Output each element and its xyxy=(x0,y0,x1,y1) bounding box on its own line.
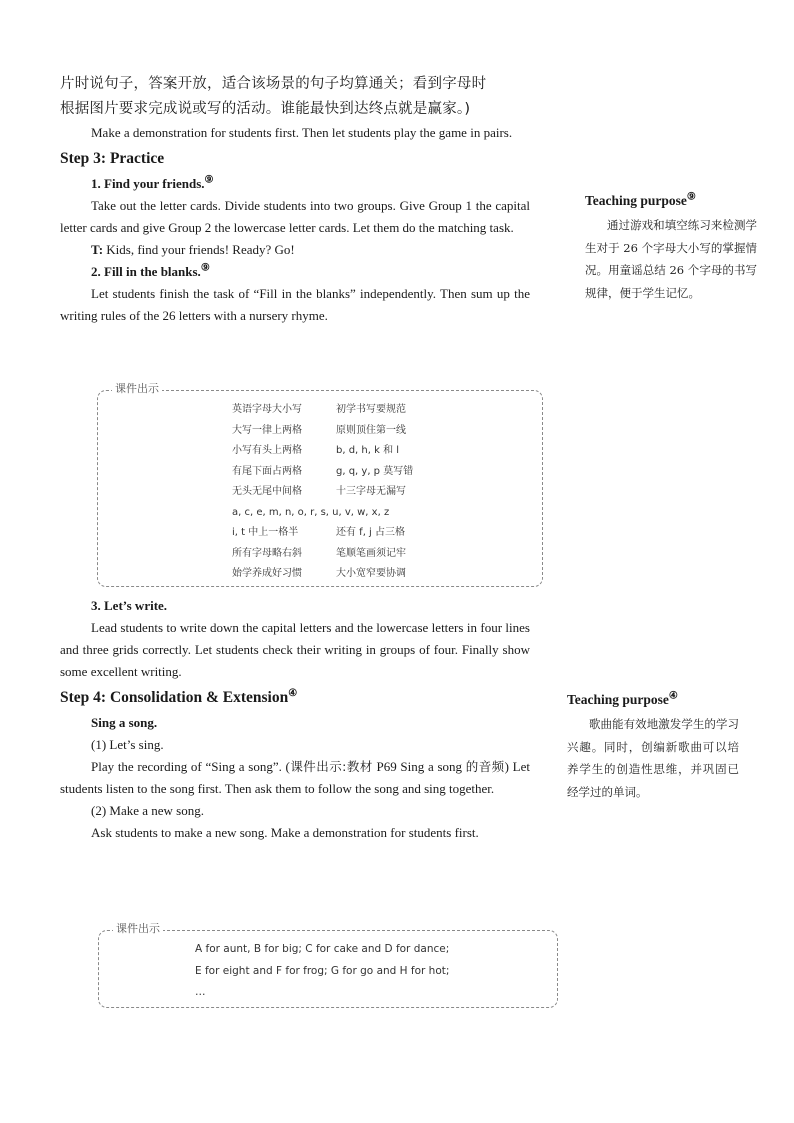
item1-title: 1. Find your friends. xyxy=(91,176,205,191)
item2-title: 2. Fill in the blanks. xyxy=(91,264,201,279)
item3-title: 3. Let’s write. xyxy=(91,598,168,613)
song-line: … xyxy=(195,986,206,998)
rhyme-right: b, d, h, k 和 l xyxy=(336,445,400,456)
main-content xyxy=(60,72,530,327)
rhyme-left: 大写一律上两格 xyxy=(232,424,302,436)
sing-song-heading xyxy=(60,712,530,734)
item2-paragraph: Let students finish the task of “Fill in the blanks” independently. Then sum up the writing rules of the 26 letters with a nursery rhyme. xyxy=(60,286,530,323)
courseware-box-rhyme xyxy=(97,382,543,587)
rhyme-right: g, q, y, p 莫写错 xyxy=(336,465,414,477)
make-song-paragraph: Ask students to make a new song. Make a demonstration for students first. xyxy=(91,825,479,840)
item1-teacher-line xyxy=(60,239,530,261)
step3-item2-heading xyxy=(60,261,530,283)
step3-item1-heading xyxy=(60,173,530,195)
rhyme-letters: a, c, e, m, n, o, r, s, u, v, w, x, z xyxy=(232,506,390,518)
rhyme-right: 初学书写要规范 xyxy=(336,404,406,415)
lets-sing-paragraph xyxy=(60,756,530,800)
lets-sing-cn-b: 的音频 xyxy=(465,759,505,774)
sing-song-title: Sing a song. xyxy=(91,715,158,730)
rhyme-row xyxy=(232,441,413,462)
item3-paragraph: Lead students to write down the capital letters and the lowercase letters in four lines and three grids correctly. Let students check their writing in groups of four. Finally show some excellent writing. xyxy=(60,620,530,679)
rhyme-right: 笔顺笔画须记牢 xyxy=(336,547,406,559)
rhyme-right: 还有 f, j 占三格 xyxy=(336,527,406,538)
step4-heading xyxy=(60,686,530,710)
teacher-speech: Kids, find your friends! Ready? Go! xyxy=(103,242,295,257)
lets-sing-cn-a: 课件出示:教材 xyxy=(289,759,373,774)
courseware-tag: 课件出示 xyxy=(113,921,163,937)
rhyme-right: 大小宽窄要协调 xyxy=(336,568,406,579)
rhyme-left: 英语字母大小写 xyxy=(232,404,302,415)
rhyme-row xyxy=(232,421,413,442)
make-song-label: (2) Make a new song. xyxy=(91,803,204,818)
rhyme-left: 始学养成好习惯 xyxy=(232,568,302,579)
rhyme-row xyxy=(232,462,413,483)
rhyme-left: 小写有头上两格 xyxy=(232,445,302,456)
intro-demo-paragraph: Make a demonstration for students first. Then let students play the game in pairs. xyxy=(91,125,513,140)
rhyme-row xyxy=(232,482,413,503)
rhyme-left: i, t 中上一格半 xyxy=(232,527,299,538)
song-lines xyxy=(195,939,449,1004)
lets-sing-text-c: ) Let students listen to the song first. Then ask them to follow the song and sing together. xyxy=(60,759,530,796)
step3-title: Step 3: Practice xyxy=(60,150,165,167)
teaching-purpose-note-1 xyxy=(585,190,757,304)
intro-chinese-line-2: 根据图片要求完成说或写的活动。谁能最快到达终点就是赢家。) xyxy=(60,101,471,117)
rhyme-right: 原则顶住第一线 xyxy=(336,424,406,436)
rhyme-right: 十三字母无漏写 xyxy=(336,486,406,497)
main-content-lower xyxy=(60,595,530,844)
lets-sing-text-b: P69 Sing a song xyxy=(372,759,466,774)
note-title-text: Teaching purpose xyxy=(585,193,687,208)
rhyme-row xyxy=(232,523,413,544)
song-line: E for eight and F for frog; G for go and H for hot; xyxy=(195,964,450,977)
teaching-purpose-title xyxy=(567,689,739,711)
item1-paragraph: Take out the letter cards. Divide students into two groups. Give Group 1 the capital letter cards and give Group 2 the lowercase letter cards. Let them do the matching task. xyxy=(60,198,530,235)
step3-item3-heading xyxy=(60,595,530,617)
note-footnote-mark: ⑨ xyxy=(686,191,696,203)
rhyme-row xyxy=(232,400,413,421)
intro-chinese-line-1: 片时说句子，答案开放，适合该场景的句子均算通关；看到字母时 xyxy=(60,76,487,92)
step4-title: Step 4: Consolidation & Extension xyxy=(60,689,289,706)
teaching-purpose-body: 歌曲能有效地激发学生的学习兴趣。同时，创编新歌曲可以培养学生的创造性思维，并巩固已经学过的单词。 xyxy=(567,717,739,799)
rhyme-left: 无头无尾中间格 xyxy=(232,486,302,497)
teaching-purpose-body: 通过游戏和填空练习来检测学生对于 26 个字母大小写的掌握情况。用童谣总结 26 个字母的书写规律，便于学生记忆。 xyxy=(585,218,757,300)
courseware-box-song xyxy=(98,922,558,1008)
teaching-purpose-note-2 xyxy=(567,689,739,803)
rhyme-lines xyxy=(232,400,413,585)
rhyme-left: 所有字母略右斜 xyxy=(232,547,302,559)
note-title-text: Teaching purpose xyxy=(567,692,669,707)
step3-heading xyxy=(60,147,530,171)
note-footnote-mark: ④ xyxy=(668,690,678,702)
teaching-purpose-title xyxy=(585,190,757,212)
rhyme-left: 有尾下面占两格 xyxy=(232,465,302,477)
step4-footnote-mark: ④ xyxy=(288,687,298,699)
teacher-label: T: xyxy=(91,242,104,257)
rhyme-row xyxy=(232,544,413,565)
item2-footnote-mark: ⑨ xyxy=(200,262,210,274)
rhyme-row-letters xyxy=(232,503,413,524)
song-line: A for aunt, B for big; C for cake and D for dance; xyxy=(195,943,450,955)
item1-footnote-mark: ⑨ xyxy=(204,174,214,186)
lets-sing-label: (1) Let’s sing. xyxy=(91,737,164,752)
rhyme-row xyxy=(232,564,413,585)
courseware-tag: 课件出示 xyxy=(112,381,162,397)
lets-sing-text-a: Play the recording of “Sing a song”. ( xyxy=(91,759,290,774)
